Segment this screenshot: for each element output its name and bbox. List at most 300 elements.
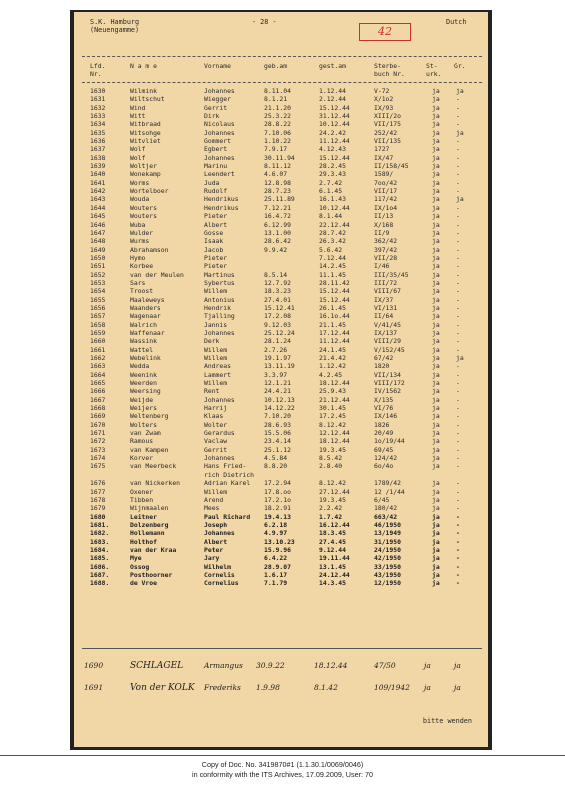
cell-name: Wattel — [130, 345, 154, 354]
cell-nr: 1646 — [90, 220, 106, 229]
cell-geb: 12.8.98 — [264, 178, 291, 187]
cell-gest: 17.2.45 — [319, 412, 346, 421]
cell-name: Worms — [130, 178, 150, 187]
cell-geb: 7.1.79 — [264, 579, 288, 588]
cell-name: Weerden — [130, 379, 157, 388]
cell-gest: 21.4.42 — [319, 354, 346, 362]
cell-gr: - — [456, 512, 460, 521]
cell-nr: 1641 — [90, 178, 106, 187]
cell-st: ja — [432, 387, 440, 396]
cell-nr: 1642 — [90, 187, 106, 196]
cell-st: ja — [432, 95, 440, 104]
cell-urk: II/158/45 — [374, 162, 409, 171]
cell-gr: ja — [456, 87, 464, 95]
header-camp: S.K. Hamburg — [90, 18, 140, 26]
cell-vor: Johannes — [204, 454, 235, 463]
cell-urk: VII/135 — [374, 137, 401, 146]
cell-urk: 1820 — [374, 362, 390, 371]
handwritten-gest: 8.1.42 — [314, 683, 338, 692]
cell-gest: 5.6.42 — [319, 245, 343, 254]
cell-st: ja — [432, 512, 440, 521]
cell-gest: 19.11.44 — [319, 554, 350, 563]
cell-geb: 25.12.24 — [264, 328, 295, 337]
header-nationality: Dutch — [446, 18, 467, 26]
cell-name: Weersing — [130, 387, 161, 396]
cell-vor: Wilhelm — [204, 562, 231, 571]
cell-gest: 1.12.42 — [319, 362, 346, 371]
cell-gr: - — [456, 495, 460, 504]
cell-gest: 24.12.44 — [319, 570, 350, 579]
cell-name: Posthoorner — [130, 570, 173, 579]
cell-geb: 10.12.13 — [264, 395, 295, 404]
cell-nr: 1637 — [90, 145, 106, 154]
cell-st: ja — [432, 237, 440, 246]
cell-st: ja — [432, 412, 440, 421]
cell-name: Dolzenberg — [130, 520, 169, 529]
col-urk: urk. — [426, 70, 442, 78]
cell-gr: - — [456, 362, 460, 371]
cell-nr: 1682. — [90, 529, 110, 538]
cell-urk: 397/42 — [374, 245, 398, 254]
cell-name: Waffenaar — [130, 328, 165, 337]
cell-vor: Arend — [204, 495, 224, 504]
cell-gr: - — [456, 520, 460, 529]
cell-gr: - — [456, 203, 460, 212]
cell-name: Wilmink — [130, 87, 157, 95]
table-row — [74, 362, 488, 370]
cell-nr: 1661 — [90, 345, 106, 354]
cell-vor: Gerrit — [204, 445, 228, 454]
cell-name: Witvliet — [130, 137, 161, 146]
cell-gr: - — [456, 420, 460, 429]
cell-name: Sars — [130, 278, 146, 287]
cell-gest: 9.12.44 — [319, 545, 346, 554]
cell-urk: IX/93 — [374, 103, 394, 112]
cell-gr: - — [456, 95, 460, 104]
cell-nr: 1662 — [90, 354, 106, 362]
cell-urk: III/35/45 — [374, 270, 409, 279]
cell-st: ja — [432, 495, 440, 504]
cell-vor: Marinu — [204, 162, 228, 171]
cell-st: ja — [432, 112, 440, 121]
cell-gr: - — [456, 187, 460, 196]
cell-nr: 1677 — [90, 487, 106, 496]
cell-vor: Pieter — [204, 262, 228, 271]
cell-st: ja — [432, 370, 440, 379]
cell-gest: 17.12.44 — [319, 328, 350, 337]
cell-name: Wurms — [130, 237, 150, 246]
col-sterbe: Sterbe- — [374, 62, 401, 70]
cell-st: ja — [432, 212, 440, 221]
cell-urk: 43/1950 — [374, 570, 401, 579]
cell-geb: 2.7.26 — [264, 345, 288, 354]
cell-urk: 124/42 — [374, 454, 398, 463]
cell-name: Witt — [130, 112, 146, 121]
cell-name: Wouters — [130, 203, 157, 212]
cell-nr: 1683. — [90, 537, 110, 546]
cell-gest: 1.7.42 — [319, 512, 343, 521]
cell-nr: 1685. — [90, 554, 110, 563]
cell-urk: 67/42 — [374, 354, 394, 362]
table-row — [74, 337, 488, 345]
table-row — [74, 429, 488, 437]
cell-vor: Klaas — [204, 412, 224, 421]
cell-vor: Gerardus — [204, 429, 235, 438]
cell-vor: Wolter — [204, 420, 228, 429]
cell-vor: Andreas — [204, 362, 231, 371]
cell-geb: 19.4.13 — [264, 512, 291, 521]
table-row — [74, 254, 488, 262]
cell-name: Wagenaar — [130, 312, 161, 321]
cell-urk: VIII/29 — [374, 337, 401, 346]
cell-geb: 3.3.97 — [264, 370, 288, 379]
cell-name: Korbee — [130, 262, 154, 271]
cell-urk: 252/42 — [374, 128, 398, 137]
cell-geb: 23.4.14 — [264, 437, 291, 446]
cell-gest: 4.12.43 — [319, 145, 346, 154]
cell-geb: 28.6.93 — [264, 420, 291, 429]
cell-nr: 1655 — [90, 295, 106, 304]
cell-geb: 6.2.18 — [264, 520, 288, 529]
cell-st: ja — [432, 295, 440, 304]
table-row — [74, 120, 488, 128]
cell-st: ja — [432, 328, 440, 337]
cell-gest: 12.12.44 — [319, 429, 350, 438]
table-row — [74, 387, 488, 395]
cell-nr: 1663 — [90, 362, 106, 371]
cell-nr: 1656 — [90, 303, 106, 312]
cell-st: ja — [432, 379, 440, 388]
table-row — [74, 404, 488, 412]
cell-gr: ja — [456, 128, 464, 137]
cell-urk: III/72 — [374, 278, 398, 287]
cell-name: Walrich — [130, 320, 157, 329]
cell-vor: Derk — [204, 337, 220, 346]
cell-gr: - — [456, 370, 460, 379]
table-row — [74, 496, 488, 504]
table-row — [74, 204, 488, 212]
cell-st: ja — [432, 479, 440, 488]
cell-nr: 1633 — [90, 112, 106, 121]
cell-name: Webelink — [130, 354, 161, 362]
cell-vor: Gosse — [204, 228, 224, 237]
cell-urk: 1789/42 — [374, 479, 401, 488]
cell-nr: 1672 — [90, 437, 106, 446]
cell-st: ja — [432, 145, 440, 154]
cell-gr: - — [456, 112, 460, 121]
cell-name: Weenink — [130, 370, 157, 379]
table-row — [74, 237, 488, 245]
cell-urk: VI/76 — [374, 404, 394, 413]
cell-geb: 4.5.84 — [264, 454, 288, 463]
cell-gr: - — [456, 287, 460, 296]
cell-st: ja — [432, 270, 440, 279]
cell-geb: 17.2.08 — [264, 312, 291, 321]
cell-nr: 1674 — [90, 454, 106, 463]
cell-name: Wolf — [130, 153, 146, 162]
document-sheet — [74, 12, 488, 747]
cell-vor: Joseph — [204, 520, 228, 529]
cell-name: Wonekamp — [130, 170, 161, 179]
cell-urk: 117/42 — [374, 195, 398, 204]
cell-urk: 31/1950 — [374, 537, 401, 546]
cell-nr: 1680 — [90, 512, 106, 521]
cell-geb: 13.10.23 — [264, 537, 295, 546]
cell-gr: - — [456, 579, 460, 588]
cell-nr: 1632 — [90, 103, 106, 112]
cell-name: Witbraad — [130, 120, 161, 129]
cell-name: Wassink — [130, 337, 157, 346]
table-row — [74, 412, 488, 420]
cell-vor: Vaclaw — [204, 437, 228, 446]
cell-name: Hymo — [130, 253, 146, 262]
cell-st: ja — [432, 345, 440, 354]
cell-urk: 12/1950 — [374, 579, 401, 588]
cell-geb: 1.10.22 — [264, 137, 291, 146]
cell-vor: Johannes — [204, 529, 235, 538]
cell-nr: 1668 — [90, 404, 106, 413]
cell-geb: 15.12.41 — [264, 303, 295, 312]
table-row — [74, 479, 488, 487]
cell-st: ja — [432, 170, 440, 179]
handwritten-name: Von der KOLK — [130, 683, 195, 693]
table-row — [74, 579, 488, 587]
cell-name: Wolf — [130, 145, 146, 154]
cell-st: ja — [432, 570, 440, 579]
cell-gest: 15.12.44 — [319, 287, 350, 296]
cell-name: Wuba — [130, 220, 146, 229]
cell-vor: Willem — [204, 487, 228, 496]
col-nr: Nr. — [90, 70, 102, 78]
handwritten-gr: ja — [454, 683, 461, 692]
cell-vor: Gerrit — [204, 103, 228, 112]
table-row — [74, 571, 488, 579]
cell-nr: 1653 — [90, 278, 106, 287]
cell-vor: Wiegger — [204, 95, 231, 104]
cell-geb: 18.2.91 — [264, 504, 291, 513]
cell-urk: 46/1950 — [374, 520, 401, 529]
cell-gr: - — [456, 479, 460, 488]
cell-name: Holthof — [130, 537, 157, 546]
cell-gest: 16.1.43 — [319, 195, 346, 204]
cell-geb: 9.9.42 — [264, 245, 288, 254]
cell-gest: 31.12.44 — [319, 112, 350, 121]
cell-nr: 1681. — [90, 520, 110, 529]
table-row — [74, 529, 488, 537]
cell-urk: IX/137 — [374, 328, 398, 337]
cell-gr: - — [456, 545, 460, 554]
cell-geb: 15.5.06 — [264, 429, 291, 438]
table-row — [74, 321, 488, 329]
header-page: - 28 - — [252, 18, 277, 26]
table-row — [74, 212, 488, 220]
cell-st: ja — [432, 262, 440, 271]
cell-vor: Lammert — [204, 370, 231, 379]
cell-urk: VIII/172 — [374, 379, 405, 388]
cell-gest: 14.2.45 — [319, 262, 346, 271]
cell-urk: IX/37 — [374, 295, 394, 304]
cell-name: Weijde — [130, 395, 154, 404]
cell-vor: Johannes — [204, 128, 235, 137]
cell-geb: 30.11.94 — [264, 153, 295, 162]
cell-gest: 30.1.45 — [319, 404, 346, 413]
table-row — [74, 454, 488, 462]
cell-name: de Vroe — [130, 579, 157, 588]
cell-vor: Antonius — [204, 295, 235, 304]
cell-name: Abrahamson — [130, 245, 169, 254]
cell-geb: 7.12.21 — [264, 203, 291, 212]
cell-urk: 12 /1/44 — [374, 487, 405, 496]
cell-vor: Pieter — [204, 253, 228, 262]
cell-urk: VII/175 — [374, 120, 401, 129]
col-gest: gest.am — [319, 62, 346, 70]
cell-geb: 25.1.12 — [264, 445, 291, 454]
cell-nr: 1634 — [90, 120, 106, 129]
cell-gest: 11.12.44 — [319, 337, 350, 346]
cell-urk: VIII/67 — [374, 287, 401, 296]
table-row — [74, 446, 488, 454]
cell-vor: Dirk — [204, 112, 220, 121]
cell-gr: - — [456, 328, 460, 337]
cell-urk: II/64 — [374, 312, 394, 321]
cell-gr: - — [456, 220, 460, 229]
cell-gr: ja — [456, 354, 464, 362]
cell-st: ja — [432, 178, 440, 187]
cell-vor: Sybertus — [204, 278, 235, 287]
cell-name: van Nickerken — [130, 479, 181, 488]
turn-over-note: bitte wenden — [422, 716, 472, 725]
cell-gest: 18.3.45 — [319, 529, 346, 538]
cell-name: Wouda — [130, 195, 150, 204]
cell-urk: 33/1950 — [374, 562, 401, 571]
cell-gr: - — [456, 320, 460, 329]
cell-gr: - — [456, 162, 460, 171]
table-row — [74, 304, 488, 312]
cell-name: Maaleweys — [130, 295, 165, 304]
cell-nr: 1688. — [90, 579, 110, 588]
handwritten-vor: Frederiks — [204, 683, 241, 692]
footer-rule — [0, 755, 565, 756]
cell-gest: 2.8.40 — [319, 462, 343, 471]
cell-urk: IV/1562 — [374, 387, 401, 396]
cell-st: ja — [432, 562, 440, 571]
table-row — [74, 379, 488, 387]
cell-gr: - — [456, 228, 460, 237]
cell-nr: 1666 — [90, 387, 106, 396]
cell-gr: - — [456, 462, 460, 471]
handwritten-nr: 1691 — [84, 683, 104, 692]
handwritten-st: ja — [424, 661, 431, 670]
cell-gest: 4.2.45 — [319, 370, 343, 379]
cell-gest: 6.1.45 — [319, 187, 343, 196]
cell-st: ja — [432, 103, 440, 112]
col-lfd: Lfd. — [90, 62, 106, 70]
table-row — [74, 554, 488, 562]
cell-nr: 1687. — [90, 570, 110, 579]
cell-geb: 9.12.03 — [264, 320, 291, 329]
cell-gr: - — [456, 454, 460, 463]
handwritten-urk: 47/50 — [374, 661, 396, 670]
cell-vor: Willem — [204, 287, 228, 296]
cell-gest: 25.9.43 — [319, 387, 346, 396]
cell-name: Ramous — [130, 437, 154, 446]
cell-geb: 8.11.12 — [264, 162, 291, 171]
cell-nr: 1630 — [90, 87, 106, 95]
cell-urk: IX/1o4 — [374, 203, 398, 212]
table-row — [74, 488, 488, 496]
cell-gr: - — [456, 137, 460, 146]
table-row — [74, 296, 488, 304]
table-row — [74, 312, 488, 320]
cell-gest: 18.12.44 — [319, 437, 350, 446]
register-table — [74, 87, 488, 588]
cell-urk: 6o/4o — [374, 462, 394, 471]
cell-vor: Juda — [204, 178, 220, 187]
cell-st: ja — [432, 554, 440, 563]
cell-geb: 16.4.72 — [264, 212, 291, 221]
cell-st: ja — [432, 462, 440, 471]
cell-geb: 4.6.07 — [264, 170, 288, 179]
cell-gest: 16.12.44 — [319, 520, 350, 529]
cell-name: Wedda — [130, 362, 150, 371]
table-row — [74, 246, 488, 254]
cell-vor: Nicolaus — [204, 120, 235, 129]
cell-urk: VI/131 — [374, 303, 398, 312]
cell-urk: 6/45 — [374, 495, 390, 504]
cell-name: Hollemann — [130, 529, 165, 538]
cell-name: Leitner — [130, 512, 157, 521]
cell-st: ja — [432, 445, 440, 454]
cell-nr: 1679 — [90, 504, 106, 513]
cell-geb: 15.9.96 — [264, 545, 291, 554]
cell-name: Korver — [130, 454, 154, 463]
cell-gest: 1.12.44 — [319, 87, 346, 95]
cell-st: ja — [432, 153, 440, 162]
handwritten-geb: 30.9.22 — [256, 661, 285, 670]
table-row — [74, 137, 488, 145]
cell-gest: 11.12.44 — [319, 137, 350, 146]
cell-vor: Johannes — [204, 153, 235, 162]
cell-st: ja — [432, 87, 440, 95]
cell-gr: - — [456, 145, 460, 154]
cell-nr: 1631 — [90, 95, 106, 104]
cell-gr: - — [456, 379, 460, 388]
cell-vor: Albert — [204, 537, 228, 546]
table-row — [74, 87, 488, 95]
cell-name: Witsohge — [130, 128, 161, 137]
cell-geb: 17.8.oo — [264, 487, 291, 496]
table-row — [74, 563, 488, 571]
cell-gest: 13.1.45 — [319, 562, 346, 571]
cell-urk: 180/42 — [374, 504, 398, 513]
header-rule-top — [82, 56, 482, 57]
cell-st: ja — [432, 128, 440, 137]
cell-vor: Mees — [204, 504, 220, 513]
table-row — [74, 95, 488, 103]
cell-geb: 25.3.22 — [264, 112, 291, 121]
cell-gr: - — [456, 412, 460, 421]
cell-vor: Adrian Karel — [204, 479, 251, 488]
cell-gest: 18.12.44 — [319, 379, 350, 388]
cell-gr: - — [456, 504, 460, 513]
cell-gest: 10.12.44 — [319, 120, 350, 129]
cell-geb: 28.8.22 — [264, 120, 291, 129]
cell-geb: 18.3.23 — [264, 287, 291, 296]
cell-st: ja — [432, 404, 440, 413]
cell-urk: 1826 — [374, 420, 390, 429]
cell-nr: 1648 — [90, 237, 106, 246]
cell-st: ja — [432, 187, 440, 196]
